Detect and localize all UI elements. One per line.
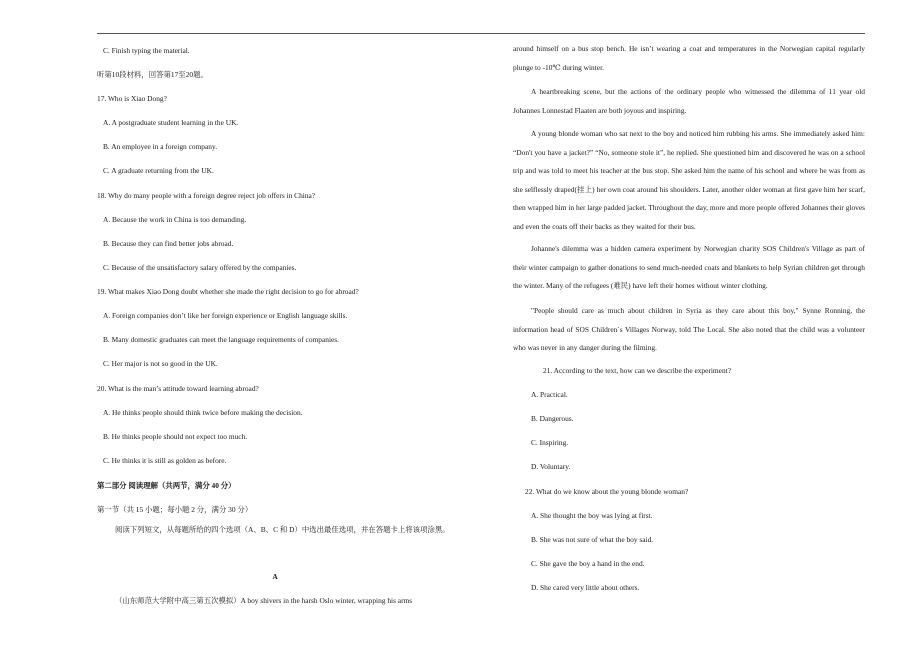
q18-option-a: A. Because the work in China is too demanding.: [103, 215, 247, 224]
q18-option-b: B. Because they can find better jobs abroad.: [103, 239, 234, 248]
q22-option-b: B. She was not sure of what the boy said.: [531, 535, 654, 544]
q19-option-b: B. Many domestic graduates can meet the language requirements of companies.: [103, 335, 340, 344]
question-19: 19. What makes Xiao Dong doubt whether she made the right decision to go for abroad?: [97, 287, 359, 296]
question-20: 20. What is the man’s attitude toward learning abroad?: [97, 384, 259, 393]
question-22: 22. What do we know about the young blonde woman?: [525, 487, 689, 496]
q21-option-a: A. Practical.: [531, 390, 568, 399]
top-rule: [97, 33, 865, 34]
passage-paragraph-1: around himself on a bus stop bench. He isn’t wearing a coat and temperatures in the Norwegian capital regularly plunge to -10℃ during winter.: [513, 44, 865, 72]
passage-paragraph-4: Johanne's dilemma was a hidden camera experiment by Norwegian charity SOS Children's Village as part of their winter campaign to gather donations to send much-needed coats and blankets to help Syrian children get through the winter. Many of the refugees (难民) have left their homes without winter clothing.: [513, 244, 865, 291]
section-one-heading: 第一节（共 15 小题；每小题 2 分，满分 30 分）: [97, 505, 253, 514]
q20-option-a: A. He thinks people should think twice before making the decision.: [103, 408, 303, 417]
q22-option-a: A. She thought the boy was lying at first.: [531, 511, 653, 520]
passage-a-opening: （山东师范大学附中高三第五次模拟）A boy shivers in the harsh Oslo winter, wrapping his arms: [115, 596, 413, 605]
q22-option-c: C. She gave the boy a hand in the end.: [531, 559, 645, 568]
question-21: 21. According to the text, how can we describe the experiment?: [543, 366, 731, 375]
passage-a-title: A: [272, 572, 278, 581]
question-17: 17. Who is Xiao Dong?: [97, 94, 167, 103]
q20-option-c: C. He thinks it is still as golden as before.: [103, 456, 227, 465]
q21-option-b: B. Dangerous.: [531, 414, 574, 423]
section-10-instruction: 听第10段材料，回答第17至20题。: [97, 70, 208, 79]
q17-option-b: B. An employee in a foreign company.: [103, 142, 218, 151]
reading-instruction: 阅读下列短文，从每题所给的四个选项（A、B、C 和 D）中选出最佳选项，并在答题卡上将该项涂黑。: [115, 525, 450, 534]
q20-option-b: B. He thinks people should not expect too much.: [103, 432, 248, 441]
q22-option-d: D. She cared very little about others.: [531, 583, 640, 592]
q21-option-d: D. Voluntary.: [531, 462, 571, 471]
part-two-heading: 第二部分 阅读理解（共两节，满分 40 分）: [97, 481, 236, 490]
q19-option-c: C. Her major is not so good in the UK.: [103, 359, 218, 368]
passage-paragraph-3: A young blonde woman who sat next to the boy and noticed him rubbing his arms. She immediately asked him: “Don't you have a jacket?” “No, someone stole it”, he replied. She questioned him and discovered he was on a school trip and was told to meet his teacher at the bus stop. She asked him the name of his school and where he was from as she selflessly draped(挂上) her own coat around his shoulders. Later, another older woman at first gave him her scarf, then wrapped him in her large padded jacket. Throughout the day, more and more people offered Johannes their gloves and even the coats off their backs as they waited for their bus.: [513, 129, 865, 231]
q18-option-c: C. Because of the unsatisfactory salary offered by the companies.: [103, 263, 297, 272]
passage-paragraph-2: A heartbreaking scene, but the actions of the ordinary people who witnessed the dilemma of 11 year old Johannes Lonnestad Flaaten are both joyous and inspiring.: [513, 87, 865, 115]
q17-option-a: A. A postgraduate student learning in the UK.: [103, 118, 239, 127]
passage-paragraph-5: "People should care as much about children in Syria as they care about this boy," Synne Ronning, the information head of SOS Children`s Villages Norway, told The Local. She also noted that the child was a volunteer who was never in any danger during the filming.: [513, 306, 865, 353]
q21-option-c: C. Inspiring.: [531, 438, 569, 447]
question-18: 18. Why do many people with a foreign degree reject job offers in China?: [97, 191, 316, 200]
q17-option-c: C. A graduate returning from the UK.: [103, 166, 214, 175]
q19-option-a: A. Foreign companies don’t like her foreign experience or English language skills.: [103, 311, 348, 320]
q16-option-c: C. Finish typing the material.: [103, 46, 190, 55]
